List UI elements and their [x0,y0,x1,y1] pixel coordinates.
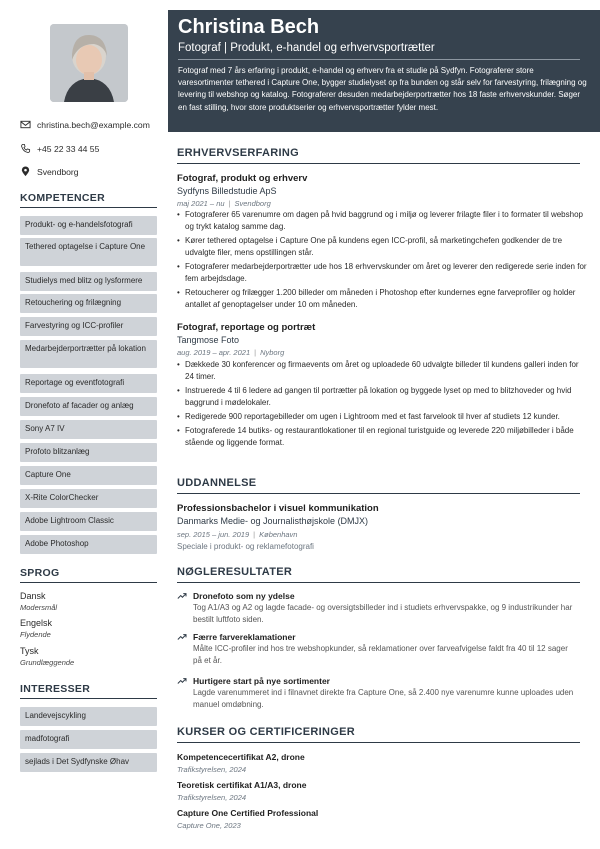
result-title: Dronefoto som ny ydelse [193,591,295,601]
interest-chip: madfotografi [20,730,157,749]
job-location: Nyborg [260,348,285,357]
job-bullet: • Fotograferer 65 varenumre om dagen på hvid baggrund og i miljø og leverer frilagte filer i to formater til webshop og trykt katalog samme dag. [177,209,587,233]
education-heading: UDDANNELSE [177,477,580,494]
course-issuer: Trafikstyrelsen, 2024 [177,793,247,802]
envelope-icon [20,119,31,130]
school-name: Danmarks Medie- og Journalisthøjskole (DMJX) [177,516,369,526]
sidebar [0,0,168,849]
skill-chip: Adobe Photoshop [20,535,157,554]
skill-chip: Tethered optagelse i Capture One [20,238,157,266]
education-location: København [259,530,298,539]
interest-chip: Landevejscykling [20,707,157,726]
skill-chip: Adobe Lightroom Classic [20,512,157,531]
trend-up-icon [177,676,187,686]
profile-summary: Fotograf med 7 års erfaring i produkt, e-handel og erhverv fra et studie på Sydfyn. Fotograferer store varesortimenter tethered i Capture One, bygger studielyset op fra bunden og står selv for farvestyring, frilægning og levering til webshop og katalog. Fotograferer desuden medarbejderportrætter hos 18 faste erhvervskunder. Søger en fast stilling, hvor store produktserier og erhvervsportrætter fylder mest. [178,66,587,112]
skill-chip: Reportage og eventfotografi [20,374,157,393]
result-text: Målte ICC-profiler ind hos tre webshopkunder, så reklamationer over farveafvigelse faldt fra 40 til 12 sager på et år. [193,644,568,666]
result-head [177,676,577,686]
interest-chip: sejlads i Det Sydfynske Øhav [20,753,157,772]
job-bullet: • Fotograferer medarbejderportrætter ude hos 18 erhvervskunder om året og leverer den redigerede serie inden for fem arbejdsdage. [177,261,587,285]
header-banner [168,10,600,132]
job-bullet: • Kører tethered optagelse i Capture One på kundens egen ICC-profil, så marketingchefen godkender de tre udvalgte filer, mens opstillingen står. [177,235,587,259]
language-level: Grundlæggende [20,658,75,667]
skill-chip: Medarbejderportrætter på lokation [20,340,157,368]
job-dates: aug. 2019 – apr. 2021 [177,348,251,357]
course-issuer: Capture One, 2023 [177,821,241,830]
language-name: Tysk [20,646,39,656]
skill-chip: Produkt- og e-handelsfotografi [20,216,157,235]
languages-heading: SPROG [20,567,157,583]
skill-chip: Sony A7 IV [20,420,157,439]
skill-chip: Studielys med blitz og lysformere [20,272,157,291]
job-dates: maj 2021 – nu [177,199,225,208]
job-bullet: • Instruerede 4 til 6 ledere ad gangen til portrætter på lokation og byggede lyset op med to blitzhoveder og hvid baggrund i mødelokaler. [177,385,587,409]
phone-icon [20,143,31,154]
job-meta: aug. 2019 – apr. 2021 | Nyborg [177,348,285,357]
contact-location [20,166,160,177]
education-dates: sep. 2015 – jun. 2019 [177,530,250,539]
job-title: Fotograf, produkt og erhverv [177,173,308,184]
trend-up-icon [177,632,187,642]
result-text: Tog A1/A3 og A2 og lagde facade- og oversigtsbilleder ind i studiets erhvervspakke, og 9 industrikunder har bestilt luftfoto siden. [193,603,573,625]
result-head [177,591,577,601]
result-title: Færre farvereklamationer [193,632,296,642]
result-title: Hurtigere start på nye sortimenter [193,676,330,686]
job-bullets [177,209,587,313]
job-bullet: • Dækkede 30 konferencer og firmaevents om året og uploadede 60 udvalgte billeder til kundens galleri inden for 24 timer. [177,359,587,383]
skill-chip: Retouchering og frilægning [20,294,157,313]
phone-text: +45 22 33 44 55 [37,143,100,154]
contact-phone[interactable] [20,143,160,154]
skill-chip: X-Rite ColorChecker [20,489,157,508]
job-bullet: • Retoucherer og frilægger 1.200 billeder om måneden i Photoshop efter kundernes egne farveprofiler og holder antallet af genoptagelser under 10 om måneden. [177,287,587,311]
course-title: Kompetencecertifikat A2, drone [177,752,305,762]
language-name: Dansk [20,591,46,601]
job-title: Fotograf, reportage og portræt [177,322,316,333]
education-meta: sep. 2015 – jun. 2019 | København [177,530,298,539]
result-text: Lagde varenummeret ind i filnavnet direkte fra Capture One, så 2.400 nye varenumre kunne uploades uden manuel omdøbning. [193,688,574,710]
skill-chip: Capture One [20,466,157,485]
degree-title: Professionsbachelor i visuel kommunikation [177,503,379,514]
skill-chip: Profoto blitzanlæg [20,443,157,462]
candidate-name: Christina Bech [178,16,320,38]
job-meta: maj 2021 – nu | Svendborg [177,199,271,208]
skill-chip: Dronefoto af facader og anlæg [20,397,157,416]
profile-photo [50,24,128,102]
email-text: christina.bech@example.com [37,119,150,130]
results-heading: NØGLERESULTATER [177,566,580,583]
job-company: Sydfyns Billedstudie ApS [177,186,277,196]
contact-email[interactable] [20,119,160,130]
location-text: Svendborg [37,166,79,177]
language-level: Modersmål [20,603,58,612]
course-issuer: Trafikstyrelsen, 2024 [177,765,247,774]
candidate-title: Fotograf | Produkt, e-handel og erhvervsportrætter [178,41,580,60]
courses-heading: KURSER OG CERTIFICERINGER [177,726,580,743]
language-level: Flydende [20,630,51,639]
course-title: Teoretisk certifikat A1/A3, drone [177,780,307,790]
job-bullet: • Fotograferede 14 butiks- og restaurantlokationer til en regional turistguide og leverede 220 miljøbilleder i både stående og liggende format. [177,425,587,449]
job-location: Svendborg [234,199,271,208]
skill-chip: Farvestyring og ICC-profiler [20,317,157,336]
result-item [177,676,577,711]
skills-heading: KOMPETENCER [20,192,157,208]
result-item [177,591,577,626]
language-name: Engelsk [20,618,53,628]
course-title: Capture One Certified Professional [177,808,319,818]
job-company: Tangmose Foto [177,335,240,345]
job-bullet: • Redigerede 900 reportagebilleder om ugen i Lightroom med et fast farvelook til hver af studiets 12 kunder. [177,411,587,423]
interests-heading: INTERESSER [20,683,157,699]
map-pin-icon [20,166,31,177]
result-item [177,632,577,667]
education-specialization: Speciale i produkt- og reklamefotografi [177,542,314,551]
result-head [177,632,577,642]
job-bullets [177,359,587,450]
trend-up-icon [177,591,187,601]
experience-heading: ERHVERVSERFARING [177,147,580,164]
